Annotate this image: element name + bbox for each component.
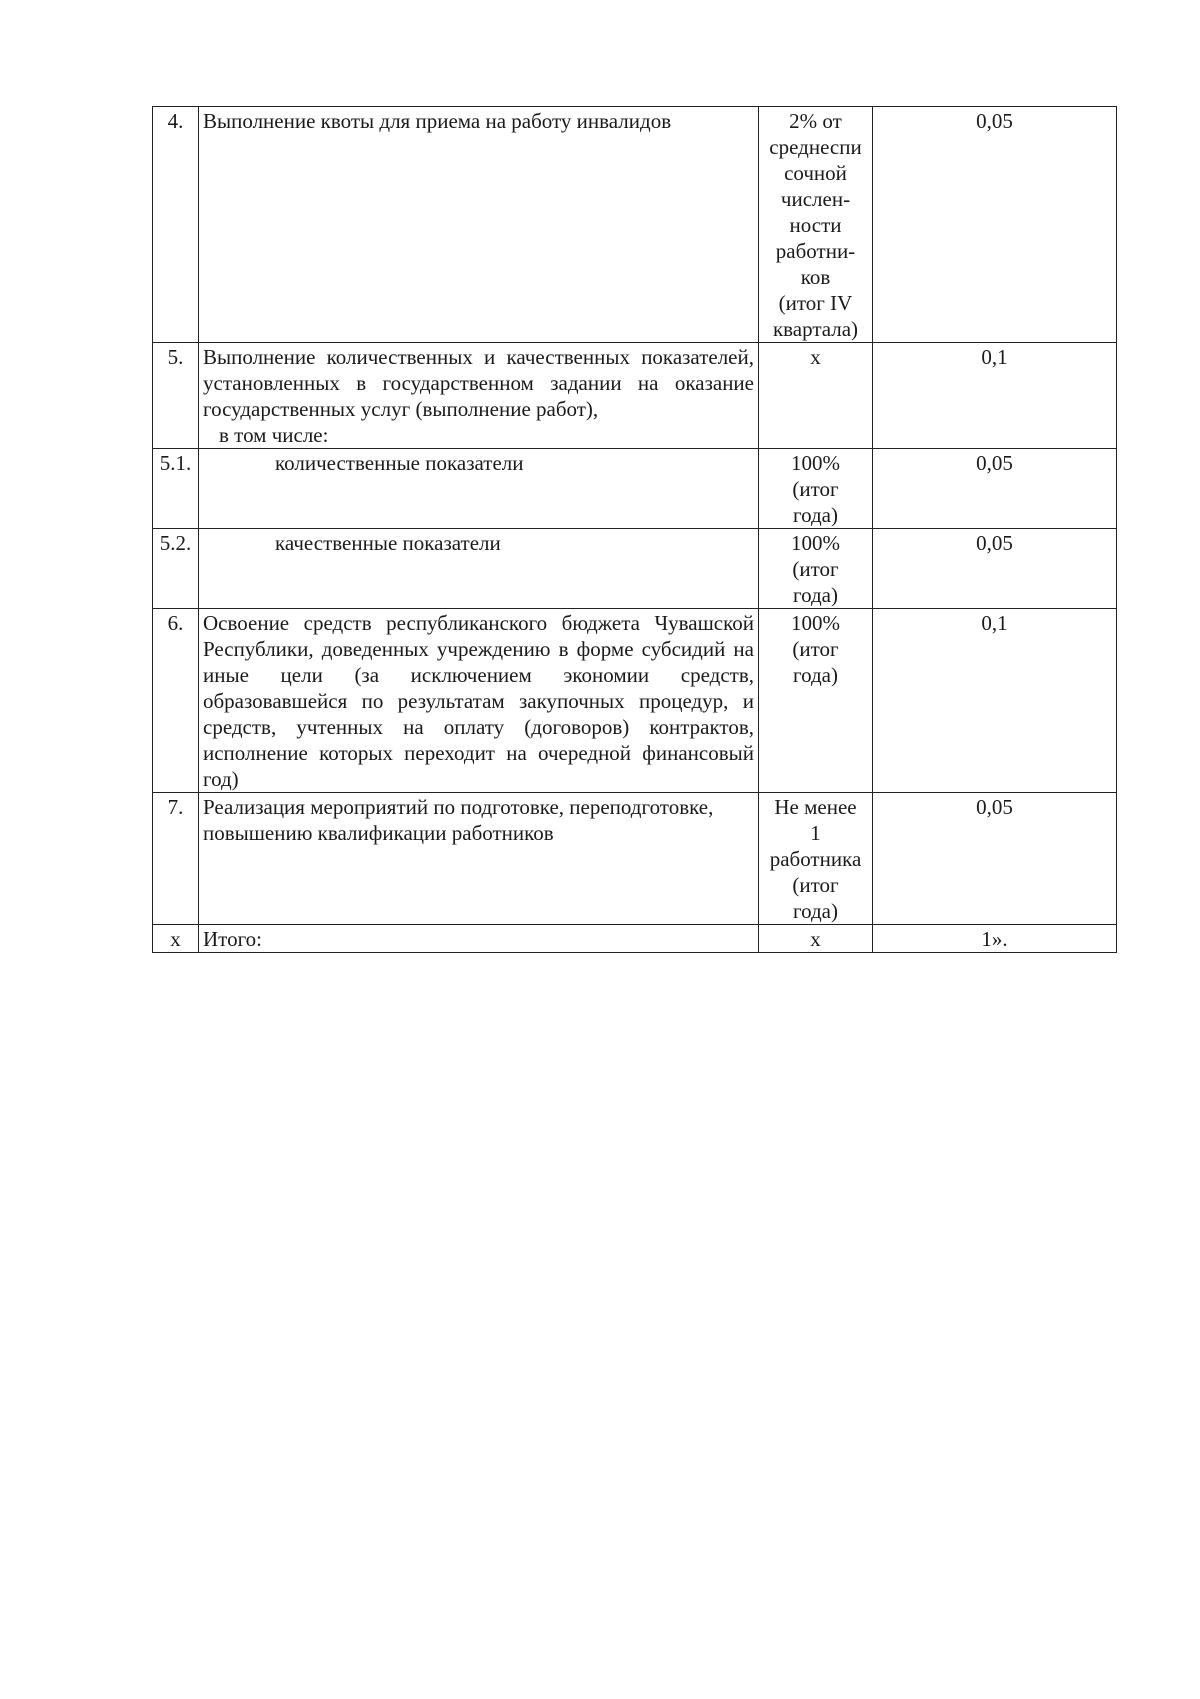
norm-line: 100% [791,531,840,555]
norm-line: 100% [791,611,840,635]
norm-line: работни- [775,239,856,263]
norm-line: года) [793,663,838,687]
row-number: 5.2. [153,529,199,609]
norm-line: 1 [810,821,821,845]
table-row [153,107,1117,343]
norm-line: (итог [792,637,839,661]
table-row [153,529,1117,609]
norm-line: года) [793,583,838,607]
indicator-name: Выполнение квоты для приема на работу инвалидов [199,107,759,343]
indicator-weight: 0,1 [873,609,1117,793]
indicator-norm [759,925,873,953]
row-number: x [153,925,199,953]
table-row-total [153,925,1117,953]
norm-line: ности [789,213,842,237]
indicator-norm [759,529,873,609]
indicator-norm [759,343,873,449]
norm-line: числен- [780,187,851,211]
norm-line: года) [793,503,838,527]
table-row [153,449,1117,529]
indicator-weight: 0,1 [873,343,1117,449]
norm-line: Не менее [774,795,857,819]
indicator-norm [759,609,873,793]
row-number: 7. [153,793,199,925]
table-row [153,609,1117,793]
norm-line: (итог [792,873,839,897]
norm-line: (итог [792,477,839,501]
norm-line: года) [793,899,838,923]
indicator-name: качественные показатели [199,529,759,609]
indicator-name: Реализация мероприятий по подготовке, переподготовке, повышению квалификации работников [199,793,759,925]
norm-line: квартала) [772,317,859,341]
norm-line: ков [800,265,831,289]
indicator-name-tail: в том числе: [219,423,329,447]
norm-line: x [810,345,821,369]
row-number: 4. [153,107,199,343]
indicator-norm [759,793,873,925]
indicator-norm [759,449,873,529]
table-row [153,793,1117,925]
norm-line: x [810,927,821,951]
total-weight: 1». [873,925,1117,953]
table-row [153,343,1117,449]
norm-line: сочной [784,161,847,185]
total-label: Итого: [199,925,759,953]
norm-line: (итог IV [778,291,853,315]
indicator-norm [759,107,873,343]
row-number: 5. [153,343,199,449]
norm-line: 2% от [789,109,842,133]
indicator-name [199,343,759,449]
indicator-name-text: Выполнение количественных и качественных показателей, установленных в государственном задании на оказание государственных услуг (выполнение работ), [203,345,754,421]
row-number: 5.1. [153,449,199,529]
indicator-weight: 0,05 [873,449,1117,529]
norm-line: работника [769,847,862,871]
indicator-weight: 0,05 [873,793,1117,925]
indicator-weight: 0,05 [873,107,1117,343]
row-number: 6. [153,609,199,793]
norm-line: 100% [791,451,840,475]
indicator-name: Освоение средств республиканского бюджета Чувашской Республики, доведенных учреждению в форме субсидий на иные цели (за исключением экономии средств, образовавшейся по результатам закупочных процедур, и средств, учтенных на оплату (договоров) контрактов, исполнение которых переходит на очередной финансовый год) [199,609,759,793]
norm-line: (итог [792,557,839,581]
indicator-weight: 0,05 [873,529,1117,609]
norm-line: среднеспи [769,135,862,159]
indicator-name: количественные показатели [199,449,759,529]
indicators-table [152,106,1117,953]
